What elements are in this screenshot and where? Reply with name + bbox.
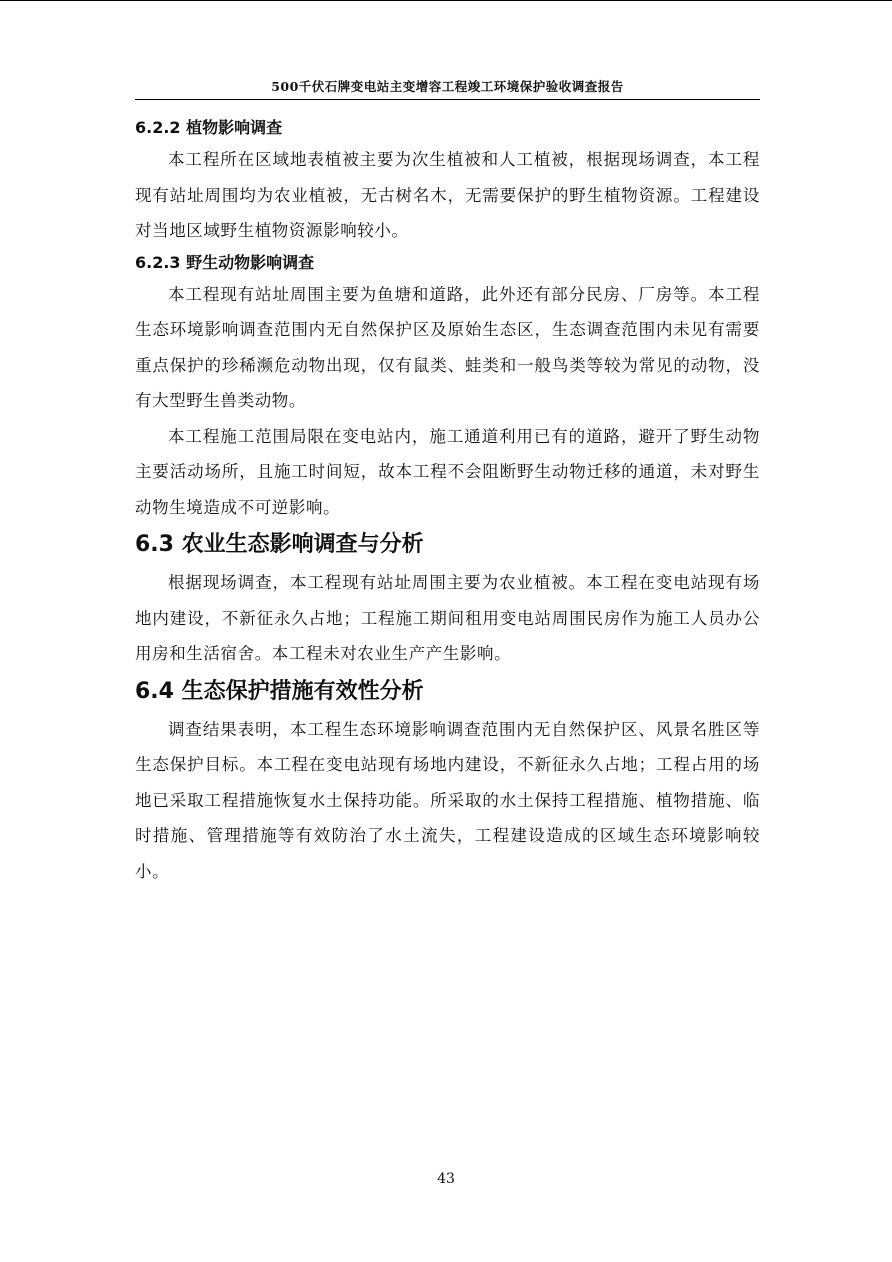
header-rule [135, 99, 760, 100]
heading-6-4: 6.4 生态保护措施有效性分析 [135, 678, 424, 704]
paragraph-plant-impact: 本工程所在区域地表植被主要为次生植被和人工植被，根据现场调查，本工程现有站址周围均为农业植被，无古树名木，无需要保护的野生植物资源。工程建设对当地区域野生植物资源影响较小。 [135, 150, 760, 240]
heading-6-3: 6.3 农业生态影响调查与分析 [135, 532, 424, 557]
page-top-border [0, 0, 892, 1]
paragraph-wildlife-impact-2: 本工程施工范围局限在变电站内，施工通道利用已有的道路，避开了野生动物主要活动场所，且施工时间短，故本工程不会阻断野生动物迁移的通道，未对野生动物生境造成不可逆影响。 [135, 426, 760, 517]
paragraph-protection-measures: 调查结果表明，本工程生态环境影响调查范围内无自然保护区、风景名胜区等生态保护目标。本工程在变电站现有场地内建设，不新征永久占地；工程占用的场地已采取工程措施恢复水土保持功能。所采取的水土保持工程措施、植物措施、临时措施、管理措施等有效防治了水土流失，工程建设造成的区域生态环境影响较小。 [135, 719, 760, 881]
running-header: 500千伏石牌变电站主变增容工程竣工环境保护验收调查报告 [271, 79, 624, 94]
heading-6-2-3: 6.2.3 野生动物影响调查 [135, 252, 315, 272]
heading-6-2-2: 6.2.2 植物影响调查 [135, 118, 283, 137]
paragraph-agriculture-impact: 根据现场调查，本工程现有站址周围主要为农业植被。本工程在变电站现有场地内建设，不新征永久占地；工程施工期间租用变电站周围民房作为施工人员办公用房和生活宿舍。本工程未对农业生产产生影响。 [135, 573, 760, 663]
page-number: 43 [437, 1171, 455, 1187]
paragraph-wildlife-impact-1: 本工程现有站址周围主要为鱼塘和道路，此外还有部分民房、厂房等。本工程生态环境影响调查范围内无自然保护区及原始生态区，生态调查范围内未见有需要重点保护的珍稀濒危动物出现，仅有鼠类、蛙类和一般鸟类等较为常见的动物，没有大型野生兽类动物。 [135, 284, 760, 410]
document-body [135, 114, 760, 889]
